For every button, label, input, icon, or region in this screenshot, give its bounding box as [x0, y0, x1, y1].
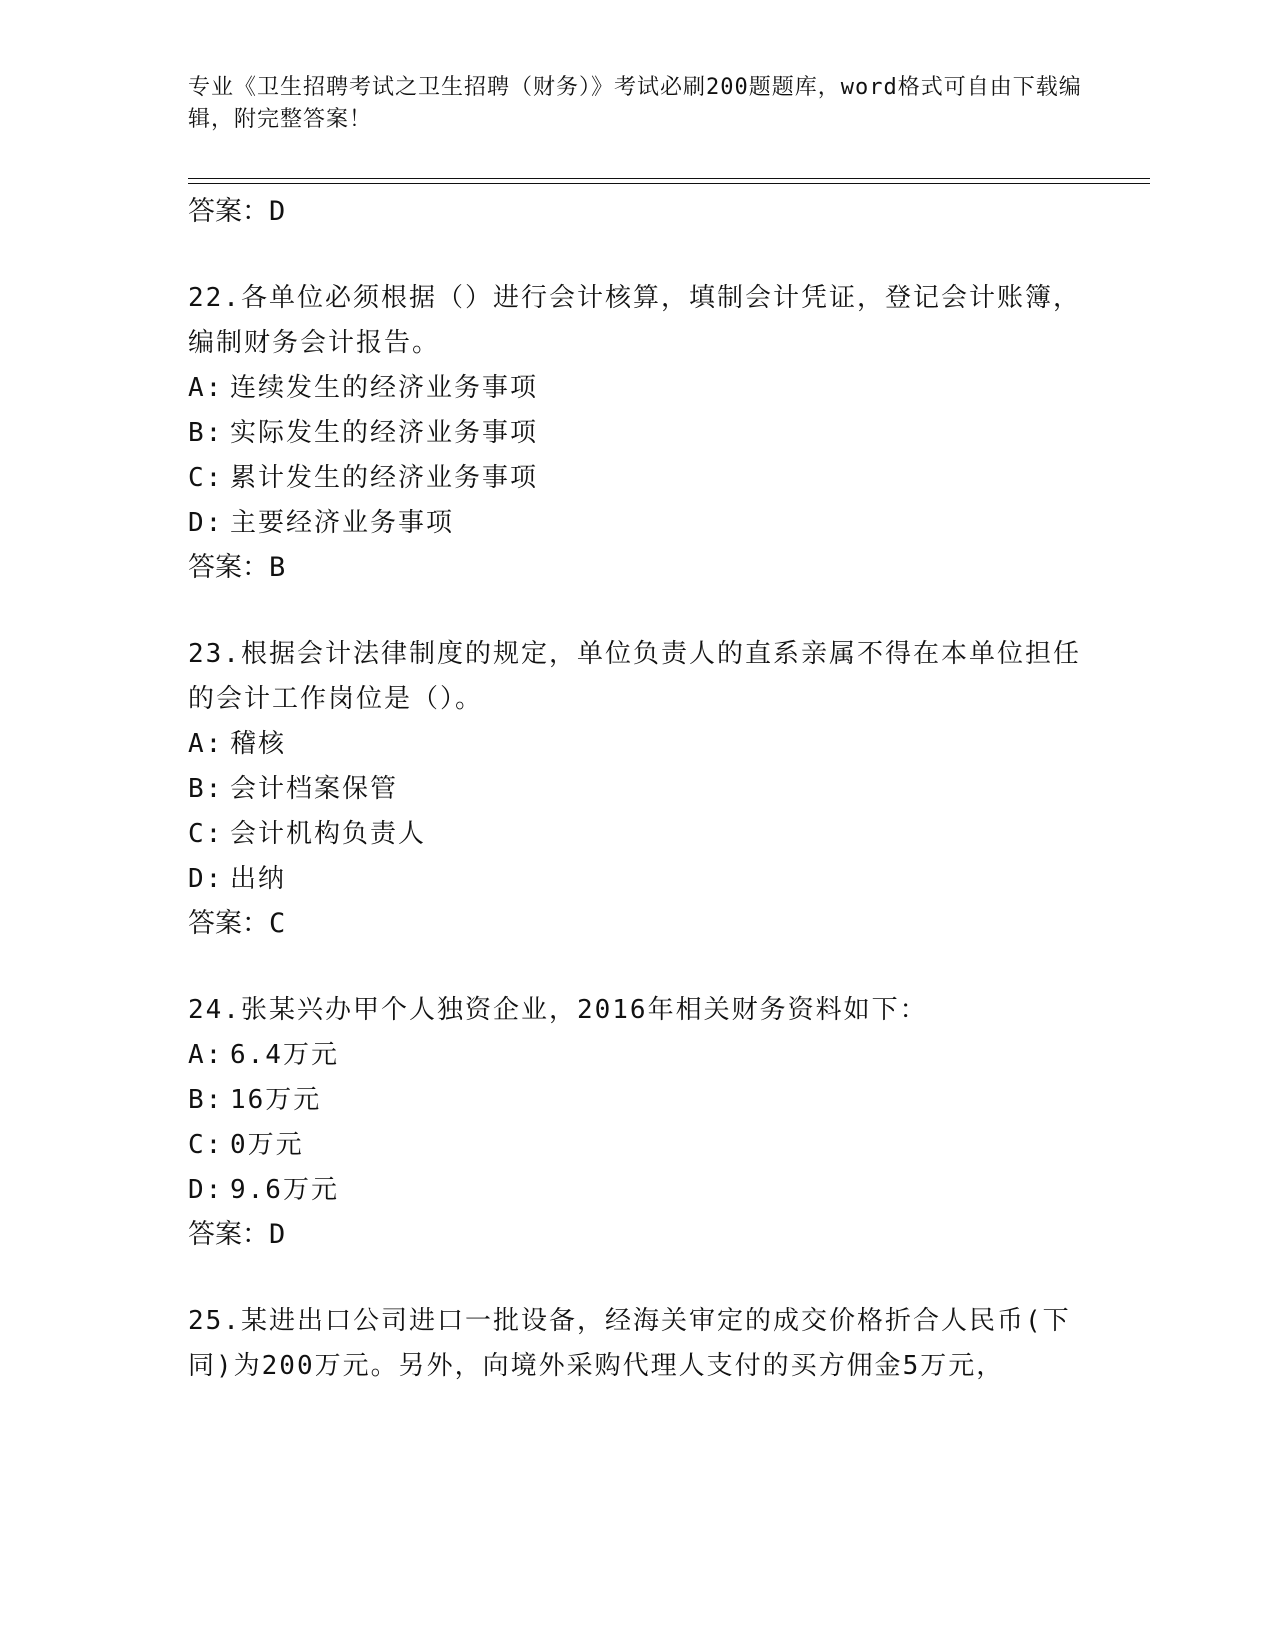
option-b	[188, 1078, 1088, 1123]
option-a	[188, 366, 1088, 411]
question-text: 25.某进出口公司进口一批设备，经海关审定的成交价格折合人民币(下同)为200万元。另外，向境外采购代理人支付的买方佣金5万元，	[188, 1306, 1071, 1381]
option-a	[188, 1033, 1088, 1078]
option-text: 连续发生的经济业务事项	[230, 373, 539, 403]
question-text: 24.张某兴办甲个人独资企业，2016年相关财务资料如下：	[188, 995, 928, 1025]
option-c	[188, 812, 1088, 857]
answer-line: 答案：D	[188, 196, 286, 227]
question-25	[188, 1299, 1088, 1389]
answer-line: 答案：D	[188, 1219, 286, 1250]
question-text: 23.根据会计法律制度的规定，单位负责人的直系亲属不得在本单位担任的会计工作岗位是（）。	[188, 639, 1081, 714]
option-text: 实际发生的经济业务事项	[230, 418, 539, 448]
option-letter: D:	[188, 508, 224, 538]
option-d	[188, 857, 1088, 902]
answer-line: 答案：C	[188, 908, 286, 939]
option-text: 出纳	[230, 864, 287, 894]
option-letter: B:	[188, 1085, 224, 1115]
option-letter: A:	[188, 1040, 224, 1070]
option-a	[188, 722, 1088, 767]
option-letter: D:	[188, 1175, 224, 1205]
option-c	[188, 456, 1088, 501]
option-letter: D:	[188, 864, 224, 894]
question-list	[188, 190, 1088, 1389]
option-text: 累计发生的经济业务事项	[230, 463, 539, 493]
answer-line: 答案：B	[188, 552, 286, 583]
option-text: 主要经济业务事项	[230, 508, 455, 538]
option-letter: A:	[188, 373, 224, 403]
option-text: 9.6万元	[230, 1175, 339, 1205]
option-letter: C:	[188, 819, 224, 849]
option-text: 0万元	[230, 1130, 304, 1160]
question-text: 22.各单位必须根据（）进行会计核算，填制会计凭证，登记会计账簿，编制财务会计报告。	[188, 283, 1081, 358]
option-text: 16万元	[230, 1085, 322, 1115]
option-d	[188, 501, 1088, 546]
option-letter: C:	[188, 1130, 224, 1160]
question-24	[188, 988, 1088, 1261]
option-c	[188, 1123, 1088, 1168]
option-letter: C:	[188, 463, 224, 493]
option-text: 会计档案保管	[230, 774, 399, 804]
option-letter: A:	[188, 729, 224, 759]
header-rule-bottom	[188, 183, 1150, 184]
option-text: 6.4万元	[230, 1040, 339, 1070]
question-22	[188, 276, 1088, 594]
option-letter: B:	[188, 774, 224, 804]
header-rule-top	[188, 178, 1150, 179]
question-23	[188, 632, 1088, 950]
option-letter: B:	[188, 418, 224, 448]
option-d	[188, 1168, 1088, 1213]
option-b	[188, 767, 1088, 812]
option-text: 稽核	[230, 729, 287, 759]
option-b	[188, 411, 1088, 456]
option-text: 会计机构负责人	[230, 819, 427, 849]
page-header: 专业《卫生招聘考试之卫生招聘（财务）》考试必刷200题题库，word格式可自由下载编辑，附完整答案！	[188, 75, 1082, 132]
